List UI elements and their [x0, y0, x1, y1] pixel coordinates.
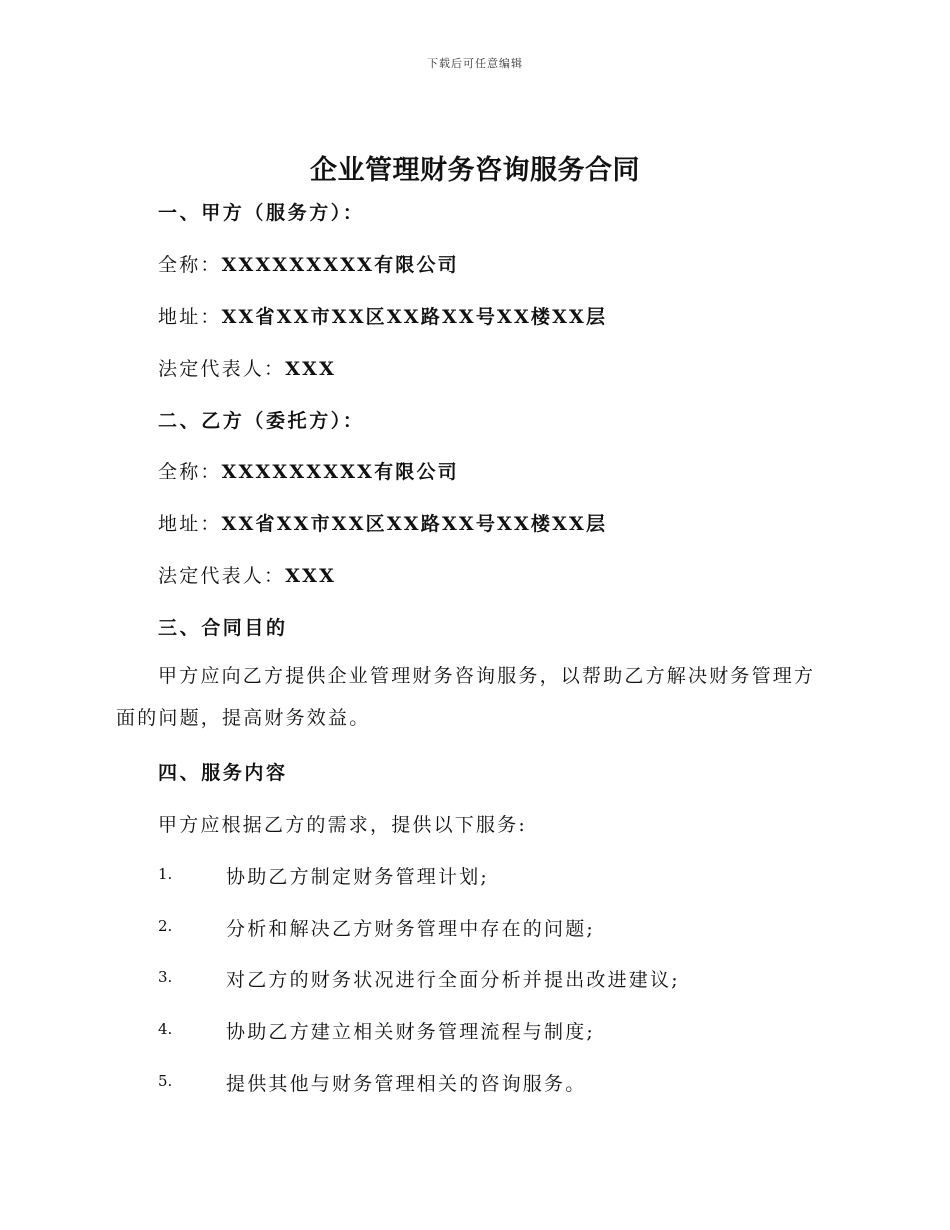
- list-item-number: 3.: [158, 968, 173, 986]
- party-a-address-line: [158, 302, 607, 329]
- party-b-rep-value: XXX: [285, 565, 337, 587]
- list-item-number: 5.: [158, 1072, 173, 1090]
- party-b-rep-label: 法定代表人：: [158, 565, 286, 587]
- party-a-name-line: [158, 250, 459, 277]
- party-a-name-label: 全称：: [158, 254, 222, 276]
- list-item-number: 1.: [158, 865, 173, 883]
- party-a-heading: 一、甲方（服务方）：: [158, 202, 365, 224]
- list-item-text: 提供其他与财务管理相关的咨询服务。: [226, 1073, 587, 1095]
- party-b-name-label: 全称：: [158, 461, 222, 483]
- list-item-number: 2.: [158, 917, 173, 935]
- document-title: 企业管理财务咨询服务合同: [310, 155, 640, 186]
- party-a-rep-line: [158, 354, 336, 381]
- party-a-address-value: XX省XX市XX区XX路XX号XX楼XX层: [221, 306, 608, 328]
- list-item-number: 4.: [158, 1020, 173, 1038]
- party-b-name-value: XXXXXXXXX有限公司: [221, 461, 459, 483]
- section4-heading: 四、服务内容: [158, 762, 288, 784]
- party-a-name-value: XXXXXXXXX有限公司: [221, 254, 459, 276]
- party-b-address-label: 地址：: [158, 513, 222, 535]
- section3-heading: 三、合同目的: [158, 617, 288, 639]
- party-a-rep-value: XXX: [285, 358, 337, 380]
- party-b-address-value: XX省XX市XX区XX路XX号XX楼XX层: [221, 513, 608, 535]
- party-b-name-line: [158, 457, 459, 484]
- list-item-text: 协助乙方建立相关财务管理流程与制度;: [226, 1021, 596, 1043]
- list-item-text: 对乙方的财务状况进行全面分析并提出改进建议;: [226, 969, 680, 991]
- party-b-heading: 二、乙方（委托方）：: [158, 410, 365, 432]
- list-item-text: 协助乙方制定财务管理计划;: [226, 866, 490, 888]
- party-b-address-line: [158, 509, 607, 536]
- section4-intro: 甲方应根据乙方的需求，提供以下服务:: [158, 814, 528, 836]
- party-a-rep-label: 法定代表人：: [158, 358, 286, 380]
- section3-paragraph: 甲方应向乙方提供企业管理财务咨询服务，以帮助乙方解决财务管理方面的问题，提高财务效益。: [116, 665, 816, 729]
- list-item-text: 分析和解决乙方财务管理中存在的问题;: [226, 918, 596, 940]
- header-note: 下载后可任意编辑: [427, 57, 523, 70]
- party-b-rep-line: [158, 561, 336, 588]
- party-a-address-label: 地址：: [158, 306, 222, 328]
